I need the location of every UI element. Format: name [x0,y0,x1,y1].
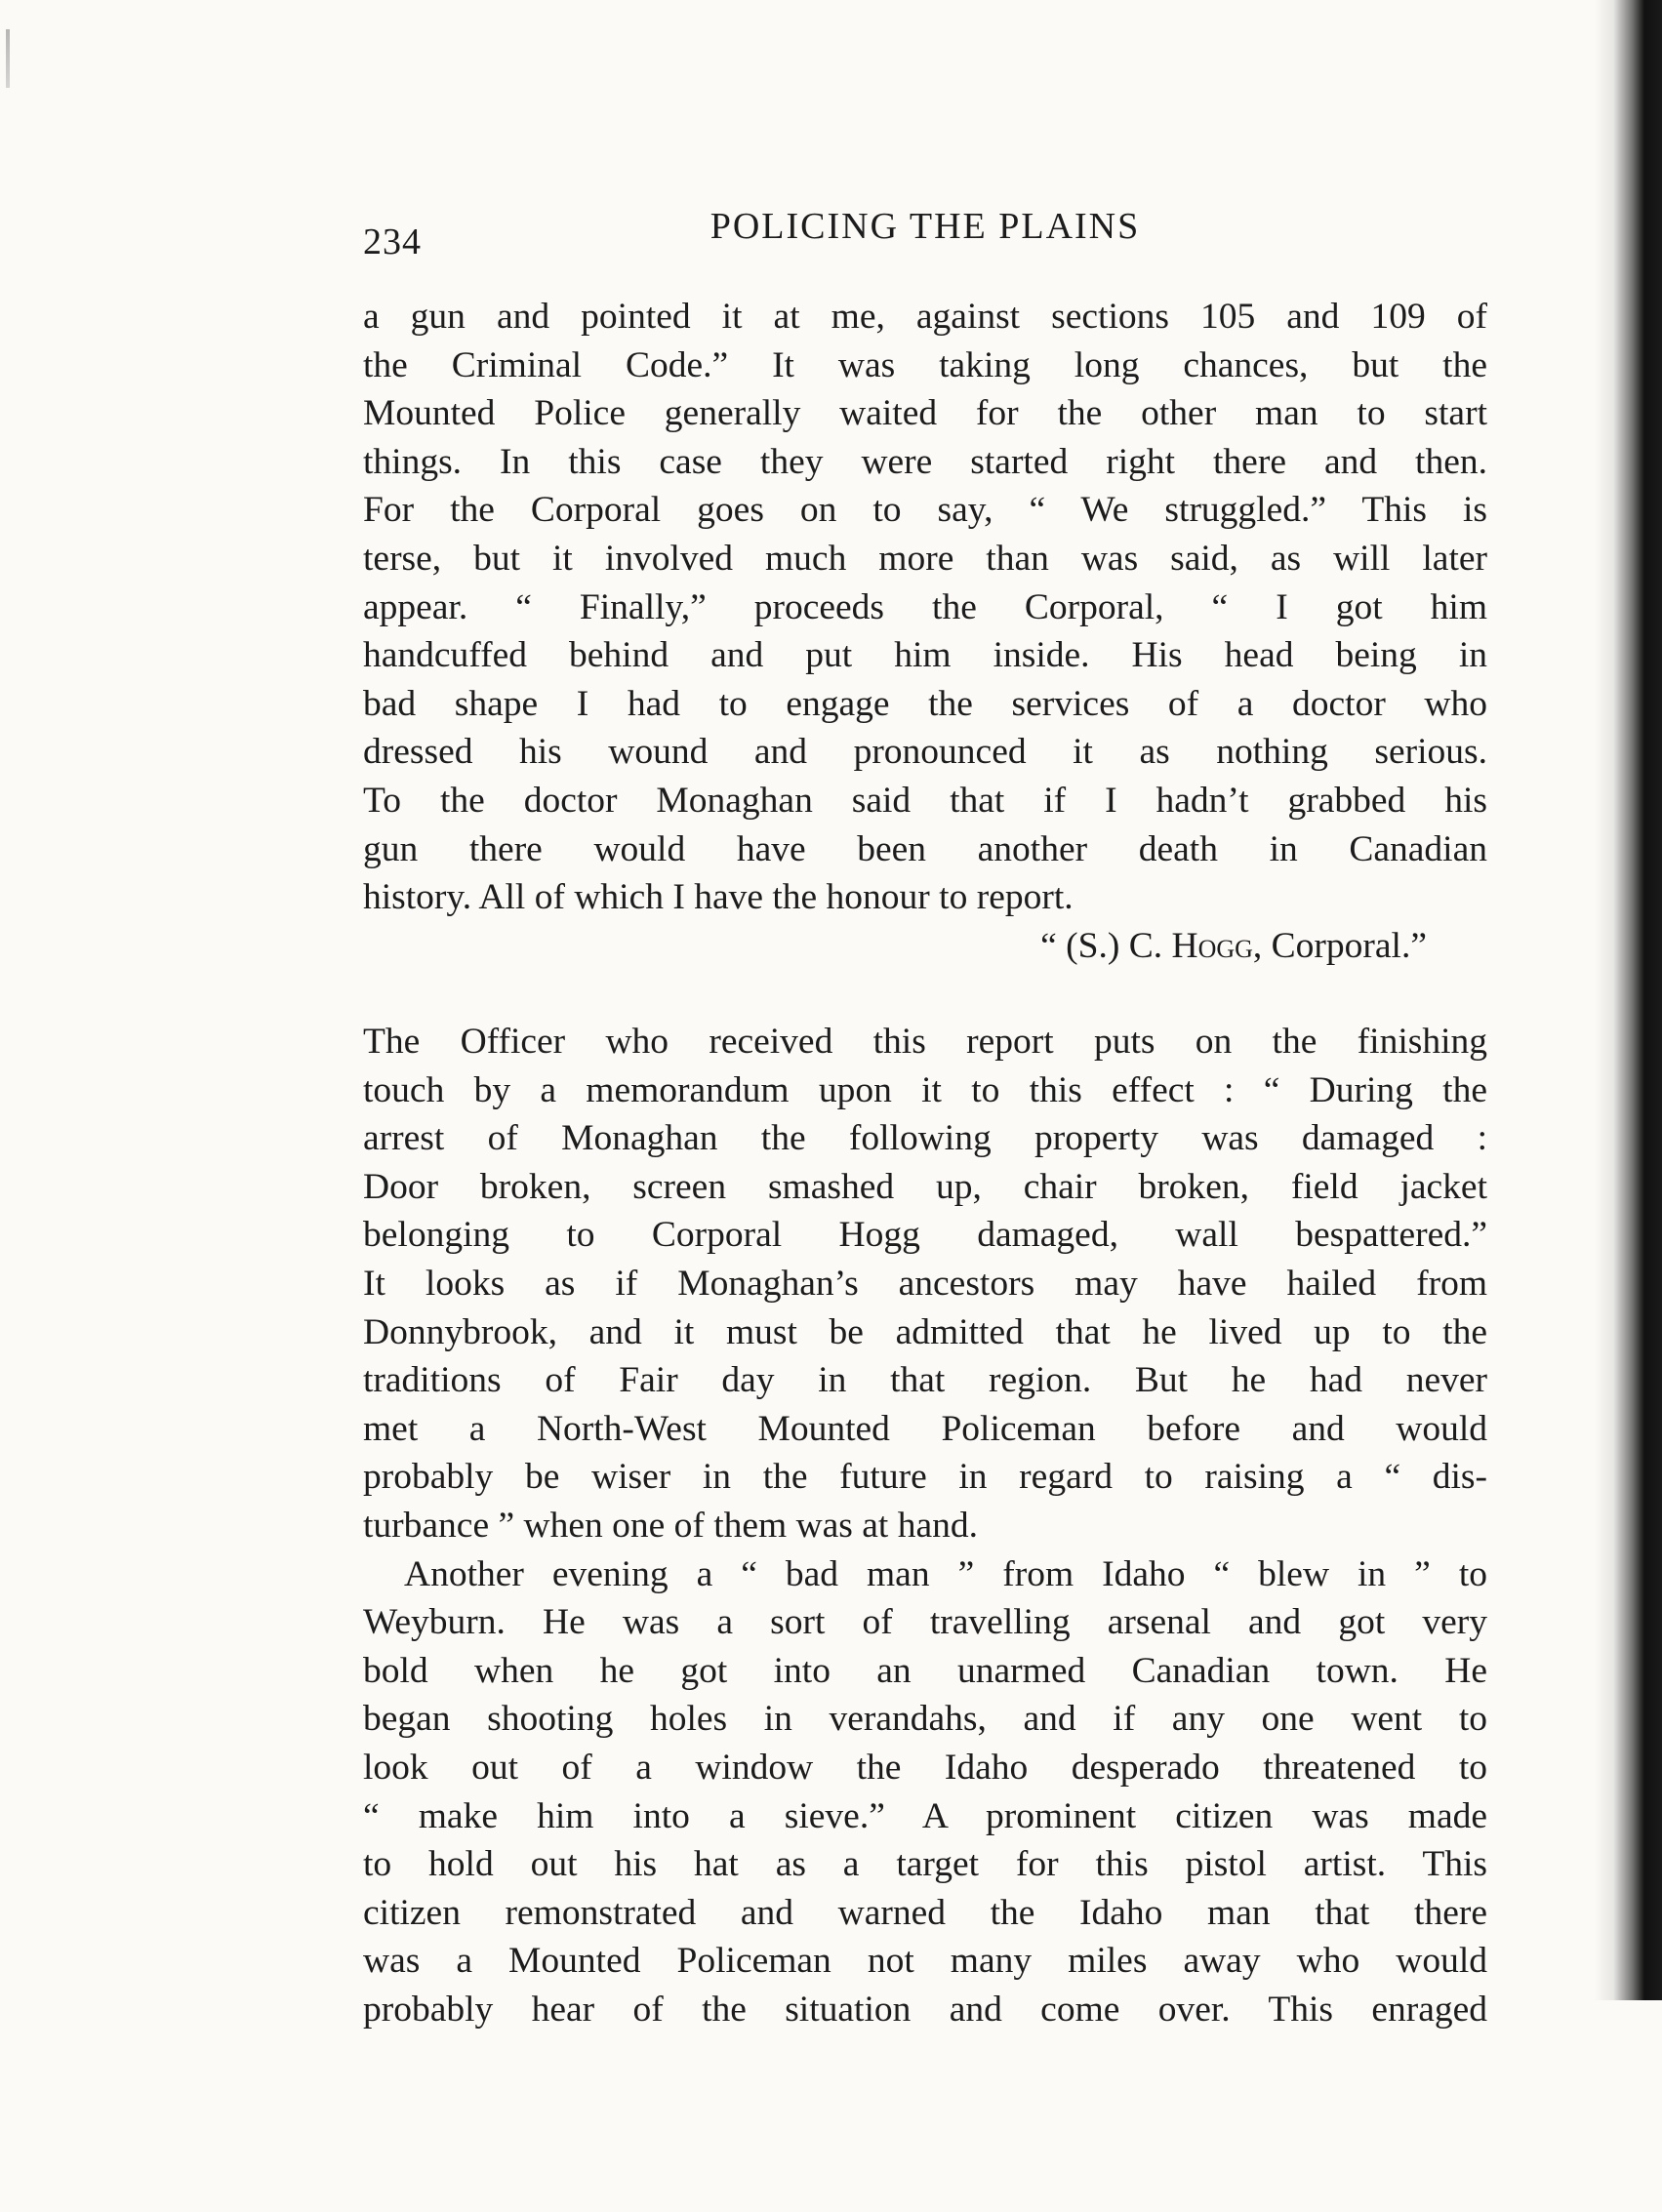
text-line: things. In this case they were started right there and then. [363,441,1487,482]
text-line: history. All of which I have the honour to report. [363,877,1074,918]
text-line: the Criminal Code.” It was taking long chances, but the [363,344,1487,385]
book-title: POLICING THE PLAINS [709,206,1141,247]
signature-prefix: “ (S.) C. [1040,925,1172,966]
text-line: For the Corporal goes on to say, “ We struggled.” This is [363,490,1487,531]
text-line: Another evening a “ bad man ” from Idaho “ blew in ” to [404,1553,1487,1594]
text-line: bold when he got into an unarmed Canadian town. He [363,1650,1487,1691]
text-line: touch by a memorandum upon it to this effect : “ During the [363,1069,1487,1110]
text-line: “ make him into a sieve.” A prominent citizen was made [363,1795,1487,1836]
text-line: look out of a window the Idaho desperado threatened to [363,1747,1487,1788]
text-line: began shooting holes in verandahs, and if any one went to [363,1699,1487,1740]
text-line: turbance ” when one of them was at hand. [363,1505,978,1546]
text-line: Mounted Police generally waited for the other man to start [363,393,1487,434]
text-line: Donnybrook, and it must be admitted that he lived up to the [363,1311,1487,1352]
text-line: arrest of Monaghan the following property was damaged : [363,1118,1487,1159]
text-line: probably be wiser in the future in regard to raising a “ dis- [363,1457,1487,1498]
text-line: citizen remonstrated and warned the Idaho man that there [363,1892,1487,1933]
text-line: a gun and pointed it at me, against sections 105 and 109 of [363,297,1487,337]
text-line: Weyburn. He was a sort of travelling arsenal and got very [363,1602,1487,1643]
text-line: to hold out his hat as a target for this pistol artist. This [363,1844,1487,1885]
text-line: It looks as if Monaghan’s ancestors may have hailed from [363,1263,1487,1304]
report-quotation [363,293,1487,970]
report-signature [363,922,1487,971]
page-number: 234 [363,221,422,262]
text-line: traditions of Fair day in that region. But he had never [363,1360,1487,1401]
signature-suffix: , Corporal.” [1252,925,1427,966]
text-line: met a North-West Mounted Policeman before and would [363,1408,1487,1449]
text-line: handcuffed behind and put him inside. His head being in [363,635,1487,676]
text-line: appear. “ Finally,” proceeds the Corporal, “ I got him [363,586,1487,627]
text-line: belonging to Corporal Hogg damaged, wall bespattered.” [363,1215,1487,1256]
text-line: bad shape I had to engage the services of a doctor who [363,683,1487,724]
text-line: terse, but it involved much more than was said, as will later [363,538,1487,579]
text-line: To the doctor Monaghan said that if I hadn’t grabbed his [363,780,1487,821]
text-line: gun there would have been another death in Canadian [363,828,1487,869]
text-line: was a Mounted Policeman not many miles away who would [363,1941,1487,1982]
text-line: The Officer who received this report puts on the finishing [363,1022,1487,1062]
scan-edge-mark [6,29,10,88]
text-line: Door broken, screen smashed up, chair broken, field jacket [363,1166,1487,1207]
running-head [363,205,1487,263]
page-gutter-shadow [1594,0,1662,2000]
signature-name: Hogg [1171,925,1253,966]
body-text [363,1018,1487,2033]
text-line: dressed his wound and pronounced it as nothing serious. [363,732,1487,773]
text-line: probably hear of the situation and come over. This enraged [363,1989,1487,2030]
